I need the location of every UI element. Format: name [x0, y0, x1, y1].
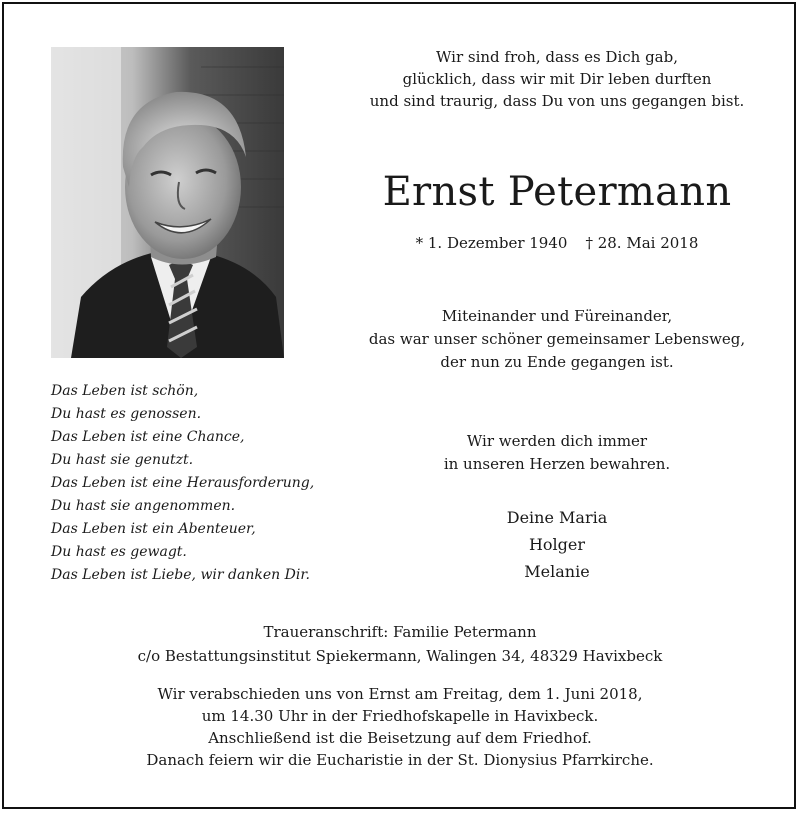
mourning-address: [60, 620, 740, 668]
opening-verse: [350, 46, 764, 112]
verse-line: Wir sind froh, dass es Dich gab,: [436, 48, 678, 66]
verse-line: das war unser schöner gemeinsamer Lebensweg,: [368, 330, 746, 348]
remembrance-text: [350, 430, 764, 476]
poem-line: Das Leben ist schön,: [51, 383, 199, 399]
life-dates: [340, 232, 774, 254]
poem-line: Du hast sie angenommen.: [51, 498, 236, 514]
service-line: um 14.30 Uhr in der Friedhofskapelle in Havixbeck.: [201, 707, 599, 725]
remembrance-line: Wir werden dich immer: [466, 432, 648, 450]
deceased-name: Ernst Petermann: [382, 169, 732, 215]
together-verse: [350, 305, 764, 374]
life-poem: [51, 380, 351, 587]
remembrance-line: in unseren Herzen bewahren.: [443, 455, 671, 473]
birth-date: * 1. Dezember 1940: [415, 234, 568, 252]
poem-line: Das Leben ist eine Herausforderung,: [51, 475, 315, 491]
verse-line: Miteinander und Füreinander,: [441, 307, 673, 325]
family-member: Melanie: [524, 562, 590, 581]
poem-line: Du hast sie genutzt.: [51, 452, 194, 468]
verse-line: glücklich, dass wir mit Dir leben durften: [402, 70, 712, 88]
poem-line: Das Leben ist Liebe, wir danken Dir.: [51, 567, 310, 583]
verse-line: der nun zu Ende gegangen ist.: [440, 353, 674, 371]
address-line: Traueranschrift: Familie Petermann: [263, 623, 537, 641]
family-member: Deine Maria: [506, 508, 608, 527]
poem-line: Du hast es genossen.: [51, 406, 202, 422]
funeral-service-info: [50, 683, 750, 771]
family-member: Holger: [528, 535, 586, 554]
poem-line: Du hast es gewagt.: [51, 544, 187, 560]
address-line: c/o Bestattungsinstitut Spiekermann, Walingen 34, 48329 Havixbeck: [137, 647, 663, 665]
service-line: Danach feiern wir die Eucharistie in der St. Dionysius Pfarrkirche.: [146, 751, 654, 769]
poem-line: Das Leben ist ein Abenteuer,: [51, 521, 256, 537]
poem-line: Das Leben ist eine Chance,: [51, 429, 245, 445]
death-date: † 28. Mai 2018: [585, 234, 699, 252]
verse-line: und sind traurig, dass Du von uns gegangen bist.: [369, 92, 745, 110]
family-signatures: [350, 504, 764, 585]
portrait-photo: [51, 47, 284, 358]
service-line: Wir verabschieden uns von Ernst am Freitag, dem 1. Juni 2018,: [157, 685, 643, 703]
service-line: Anschließend ist die Beisetzung auf dem Friedhof.: [208, 729, 592, 747]
